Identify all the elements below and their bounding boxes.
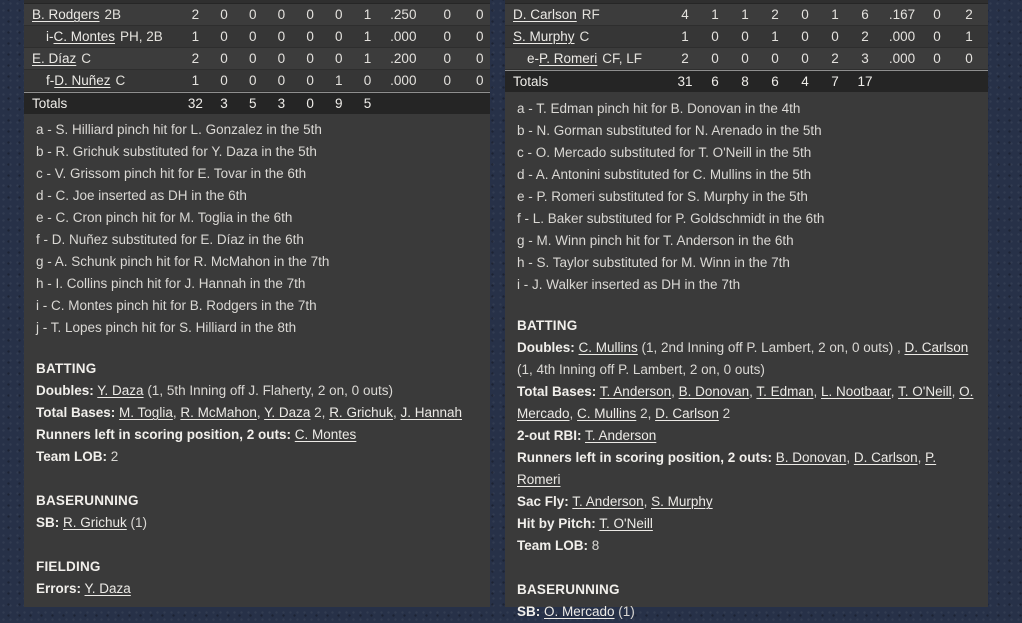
stat-cell: 1 [363, 51, 372, 66]
stat-cell: 0 [277, 51, 286, 66]
totals-label: Totals [513, 74, 549, 89]
stat-cell: 0 [248, 7, 257, 22]
stat-cell: 0 [443, 73, 452, 88]
position-label: PH, 2B [120, 29, 163, 44]
stat-cell: 1 [335, 73, 343, 88]
stat-cell: 0 [801, 7, 809, 22]
player-link[interactable]: S. Murphy [513, 29, 575, 44]
stat-cell: 0 [476, 7, 484, 22]
totals-row [24, 92, 490, 114]
stat-text: , [813, 384, 821, 399]
stat-cell: 0 [277, 73, 286, 88]
stat-cell: .000 [390, 29, 417, 44]
stat-cell: 2 [771, 7, 779, 22]
substitution-prefix: f- [46, 73, 55, 88]
stat-text: , [846, 450, 854, 465]
stat-cell: .000 [888, 29, 916, 44]
position-label: RF [581, 7, 600, 22]
player-link[interactable]: T. O'Neill [599, 516, 653, 531]
stat-text: , [749, 384, 757, 399]
stat-cell: 0 [220, 7, 228, 22]
stat-cell: 1 [965, 29, 973, 44]
substitution-note: f - L. Baker substituted for P. Goldschmidt in the 6th [517, 211, 825, 226]
stat-text: (1) [614, 604, 635, 619]
player-link[interactable]: Y. Daza [264, 405, 311, 420]
stat-cell: 0 [711, 29, 719, 44]
stat-cell: .167 [888, 7, 916, 22]
stat-text: 2 [110, 449, 119, 464]
stat-cell: 0 [933, 29, 941, 44]
substitution-notes [505, 92, 988, 296]
substitution-prefix: e- [527, 51, 540, 66]
stat-cell: 1 [191, 29, 200, 44]
stat-cell: 0 [933, 51, 941, 66]
stat-line [36, 578, 478, 600]
totals-stat-cell: 6 [771, 74, 779, 89]
batter-row [24, 26, 490, 48]
stat-label: Doubles: [36, 383, 94, 398]
player-link[interactable]: C. Montes [53, 29, 116, 44]
batter-row [24, 4, 490, 26]
stat-cell: .200 [390, 51, 417, 66]
player-link[interactable]: D. Nuñez [54, 73, 111, 88]
stat-text: (1) [126, 515, 148, 530]
stat-label: Team LOB: [36, 449, 108, 464]
stat-sections [24, 358, 490, 600]
player-link[interactable]: T. Anderson [572, 494, 644, 509]
totals-stat-cell: 0 [306, 96, 314, 111]
stat-line [517, 535, 976, 557]
stat-cell: .000 [888, 51, 916, 66]
stat-cell: 2 [191, 51, 200, 66]
stat-label: Hit by Pitch: [517, 516, 596, 531]
stat-cell: 6 [861, 7, 869, 22]
player-link[interactable]: R. McMahon [180, 405, 257, 420]
batter-name-cell [505, 7, 670, 22]
stat-text: , [256, 405, 265, 420]
stat-cell: 0 [476, 29, 484, 44]
player-link[interactable]: J. Hannah [400, 405, 463, 420]
stat-cell: 0 [306, 7, 314, 22]
player-link[interactable]: R. Grichuk [329, 405, 393, 420]
section-title: BASERUNNING [36, 493, 139, 508]
stat-text: , [172, 405, 181, 420]
stat-text: , [643, 494, 652, 509]
stat-line [36, 512, 478, 534]
substitution-note: a - S. Hilliard pinch hit for L. Gonzalez in the 5th [36, 122, 322, 137]
stat-cell: 0 [306, 51, 314, 66]
section-title: BATTING [517, 318, 578, 333]
stat-cell: 0 [741, 29, 749, 44]
player-link[interactable]: D. Carlson [655, 406, 719, 421]
totals-stat-cell: 9 [335, 96, 343, 111]
stat-text: (1, 5th Inning off J. Flaherty, 2 on, 0 outs) [143, 383, 393, 398]
batter-row [24, 48, 490, 70]
stat-cell: 2 [965, 7, 973, 22]
stat-cell: .250 [390, 7, 417, 22]
substitution-note: a - T. Edman pinch hit for B. Donovan in the 4th [517, 101, 801, 116]
stat-line [517, 425, 976, 447]
substitution-note: h - S. Taylor substituted for M. Winn in the 7th [517, 255, 790, 270]
stat-line [36, 402, 478, 424]
stat-text: , [392, 405, 401, 420]
stat-line [36, 380, 478, 402]
batter-name-cell [24, 7, 181, 22]
stat-cell: 1 [191, 73, 200, 88]
player-link[interactable]: D. Carlson [513, 7, 577, 22]
stat-cell: 0 [220, 51, 228, 66]
stat-cell: 1 [831, 7, 839, 22]
stat-cell: 2 [831, 51, 839, 66]
substitution-note: e - C. Cron pinch hit for M. Toglia in the 6th [36, 210, 293, 225]
stat-label: Total Bases: [517, 384, 597, 399]
batter-row [24, 70, 490, 92]
stat-line [36, 446, 478, 468]
stat-cell: 0 [771, 51, 779, 66]
substitution-note: i - J. Walker inserted as DH in the 7th [517, 277, 741, 292]
player-link[interactable]: T. O'Neill [898, 384, 952, 399]
substitution-note: b - R. Grichuk substituted for Y. Daza in the 5th [36, 144, 317, 159]
substitution-note: d - A. Antonini substituted for C. Mullins in the 5th [517, 167, 812, 182]
stat-cell: 3 [861, 51, 869, 66]
substitution-note: c - O. Mercado substituted for T. O'Neill in the 5th [517, 145, 812, 160]
totals-stat-cell: 6 [711, 74, 719, 89]
section-title: BASERUNNING [517, 582, 620, 597]
stat-label: Sac Fly: [517, 494, 569, 509]
stat-line [36, 424, 478, 446]
totals-stat-cell: 17 [857, 74, 873, 89]
batter-row [505, 26, 988, 48]
substitution-note: i - C. Montes pinch hit for B. Rodgers in the 7th [36, 298, 317, 313]
stat-cell: 1 [363, 7, 372, 22]
totals-stat-cell: 5 [363, 96, 372, 111]
totals-label: Totals [32, 96, 68, 111]
player-link[interactable]: O. Mercado [544, 604, 615, 619]
stat-cell: 2 [191, 7, 200, 22]
substitution-note: b - N. Gorman substituted for N. Arenado in the 5th [517, 123, 822, 138]
stat-text: 2, [636, 406, 656, 421]
stat-label: Doubles: [517, 340, 575, 355]
substitution-prefix: i- [46, 29, 54, 44]
fielding-section [36, 556, 478, 600]
player-link[interactable]: C. Mullins [578, 340, 638, 355]
stat-label: 2-out RBI: [517, 428, 582, 443]
substitution-note: h - I. Collins pinch hit for J. Hannah in the 7th [36, 276, 306, 291]
stat-line [517, 601, 976, 623]
totals-stat-cell: 8 [741, 74, 749, 89]
stat-cell: 0 [443, 7, 452, 22]
stat-text: , [569, 406, 578, 421]
substitution-note: f - D. Nuñez substituted for E. Díaz in the 6th [36, 232, 304, 247]
batting-section [36, 358, 478, 468]
player-link[interactable]: C. Mullins [577, 406, 637, 421]
player-link[interactable]: L. Nootbaar [820, 384, 891, 399]
stat-cell: 0 [831, 29, 839, 44]
stat-cell: 0 [248, 51, 257, 66]
stat-label: Runners left in scoring position, 2 outs: [517, 450, 773, 465]
stat-line [517, 491, 976, 513]
stat-line [517, 513, 976, 535]
stat-cell: 0 [335, 29, 343, 44]
left-box-score-panel [24, 0, 490, 607]
batter-name-cell [505, 51, 670, 66]
position-label: CF, LF [602, 51, 643, 66]
stat-text: 2 [718, 406, 731, 421]
stat-cell: 0 [248, 29, 257, 44]
substitution-note: g - M. Winn pinch hit for T. Anderson in the 6th [517, 233, 794, 248]
stat-cell: 0 [443, 51, 452, 66]
totals-stat-cell: 7 [831, 74, 839, 89]
stat-text: , [951, 384, 960, 399]
player-link[interactable]: R. Grichuk [63, 515, 127, 530]
stat-text: (1, 2nd Inning off P. Lambert, 2 on, 0 outs) , [637, 340, 905, 355]
stat-text: , [917, 450, 926, 465]
totals-stat-cell: 3 [277, 96, 286, 111]
stat-cell: 0 [965, 51, 973, 66]
stat-cell: 1 [741, 7, 749, 22]
batter-row [505, 4, 988, 26]
stat-cell: 0 [741, 51, 749, 66]
baserunning-section [517, 579, 976, 623]
stat-sections [505, 315, 988, 623]
substitution-note: c - V. Grissom pinch hit for E. Tovar in the 6th [36, 166, 307, 181]
player-link[interactable]: B. Donovan [678, 384, 750, 399]
stat-cell: 2 [861, 29, 869, 44]
player-link[interactable]: P. Romeri [517, 450, 937, 487]
position-label: C [115, 73, 126, 88]
batter-name-cell [24, 73, 181, 88]
stat-label: SB: [517, 604, 541, 619]
stat-cell: 0 [933, 7, 941, 22]
player-link[interactable]: S. Murphy [651, 494, 713, 509]
substitution-note: g - A. Schunk pinch hit for R. McMahon in the 7th [36, 254, 330, 269]
stat-cell: 0 [801, 29, 809, 44]
batter-name-cell [24, 51, 181, 66]
player-link[interactable]: T. Anderson [599, 384, 672, 399]
substitution-note: d - C. Joe inserted as DH in the 6th [36, 188, 247, 203]
totals-stat-cell: 3 [220, 96, 228, 111]
player-link[interactable]: E. Díaz [32, 51, 77, 66]
stat-cell: 0 [306, 29, 314, 44]
substitution-notes [24, 114, 490, 339]
stat-cell: 0 [220, 73, 228, 88]
totals-stat-cell: 4 [801, 74, 809, 89]
stat-line [517, 447, 976, 491]
stat-cell: 0 [443, 29, 452, 44]
stat-cell: 0 [306, 73, 314, 88]
stat-cell: 2 [681, 51, 689, 66]
totals-stat-cell: 31 [677, 74, 693, 89]
player-link[interactable]: B. Rodgers [32, 7, 100, 22]
section-title: FIELDING [36, 559, 101, 574]
batter-name-cell [505, 29, 670, 44]
stat-label: Errors: [36, 581, 82, 596]
stat-cell: 1 [771, 29, 779, 44]
stat-label: Runners left in scoring position, 2 outs: [36, 427, 292, 442]
substitution-note: j - T. Lopes pinch hit for S. Hilliard in the 8th [36, 320, 297, 335]
player-link[interactable]: T. Edman [756, 384, 814, 399]
right-box-score-panel [505, 0, 988, 619]
stat-cell: 0 [476, 73, 484, 88]
stat-cell: 0 [711, 51, 719, 66]
section-title: BATTING [36, 361, 97, 376]
stat-text: , [890, 384, 899, 399]
stat-cell: 0 [801, 51, 809, 66]
stat-cell: 1 [681, 29, 689, 44]
stat-cell: 1 [363, 29, 372, 44]
stat-text: , [671, 384, 679, 399]
player-link[interactable]: P. Romeri [539, 51, 598, 66]
position-label: C [81, 51, 92, 66]
baserunning-section [36, 490, 478, 534]
stat-text: (1, 4th Inning off P. Lambert, 2 on, 0 outs) [517, 362, 765, 377]
player-link[interactable]: M. Toglia [119, 405, 173, 420]
stat-cell: 0 [335, 7, 343, 22]
player-link[interactable]: D. Carlson [853, 450, 918, 465]
batting-section [517, 315, 976, 557]
player-link[interactable]: B. Donovan [775, 450, 847, 465]
stat-line [517, 381, 976, 425]
stat-cell: 0 [476, 51, 484, 66]
stat-cell: 0 [220, 29, 228, 44]
stat-cell: 0 [277, 29, 286, 44]
totals-row [505, 70, 988, 92]
position-label: C [579, 29, 590, 44]
stat-cell: 0 [335, 51, 343, 66]
stat-line [517, 337, 976, 381]
stat-label: SB: [36, 515, 60, 530]
batter-row [505, 48, 988, 70]
player-link[interactable]: T. Anderson [585, 428, 657, 443]
substitution-note: e - P. Romeri substituted for S. Murphy in the 5th [517, 189, 808, 204]
stat-label: Team LOB: [517, 538, 589, 553]
player-link[interactable]: Y. Daza [97, 383, 144, 398]
stat-cell: 0 [363, 73, 372, 88]
stat-label: Total Bases: [36, 405, 116, 420]
player-link[interactable]: D. Carlson [904, 340, 969, 355]
player-link[interactable]: O. Mercado [517, 384, 974, 421]
stat-cell: 1 [711, 7, 719, 22]
player-link[interactable]: Y. Daza [84, 581, 131, 596]
stat-cell: 0 [248, 73, 257, 88]
player-link[interactable]: C. Montes [294, 427, 357, 442]
totals-stat-cell: 32 [187, 96, 203, 111]
batter-name-cell [24, 29, 181, 44]
stat-cell: 4 [681, 7, 689, 22]
stat-text: 8 [591, 538, 600, 553]
stat-cell: 0 [277, 7, 286, 22]
stat-text: 2, [310, 405, 330, 420]
totals-stat-cell: 5 [248, 96, 257, 111]
stat-cell: .000 [390, 73, 417, 88]
position-label: 2B [104, 7, 122, 22]
